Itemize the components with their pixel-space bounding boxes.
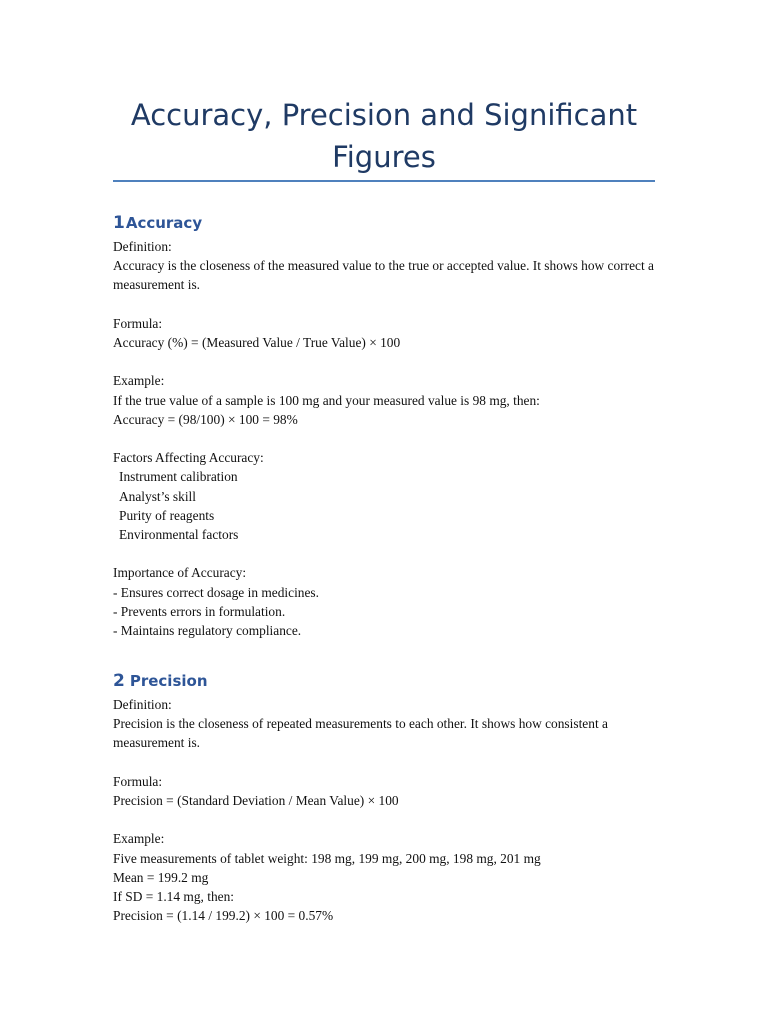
importance-label: Importance of Accuracy: [113,565,247,581]
definition-label: Definition: [113,697,172,712]
formula-text: Precision = (Standard Deviation / Mean Value) × 100 [113,793,399,808]
example-line: Mean = 199.2 mg [113,869,209,885]
document-title [113,94,655,178]
example-line: Accuracy = (98/100) × 100 = 98% [113,411,298,427]
section-title: Precision [129,672,208,690]
section-number: 1 [113,213,125,233]
factor-item: Analyst’s skill [119,488,197,504]
factor-item: Instrument calibration [119,469,238,485]
document-title-line-2: Figures [332,140,436,174]
blank-line [113,352,655,371]
document-title-line-1: Accuracy, Precision and Significant [130,98,638,132]
example-label: Example: [113,831,165,847]
section-precision [113,670,655,925]
example-line: Five measurements of tablet weight: 198 mg, 199 mg, 200 mg, 198 mg, 201 mg [113,850,541,866]
formula-label: Formula: [113,773,163,789]
section-heading-accuracy [113,212,655,234]
factors-label: Factors Affecting Accuracy: [113,450,264,466]
example-line: If the true value of a sample is 100 mg and your measured value is 98 mg, then: [113,392,540,408]
importance-item: - Prevents errors in formulation. [113,603,286,619]
section-accuracy [113,212,655,640]
blank-line [113,429,655,448]
formula-label: Formula: [113,315,163,331]
importance-item: - Maintains regulatory compliance. [113,623,302,638]
blank-line [113,295,655,314]
factor-item: Purity of reagents [119,507,215,523]
blank-line [113,810,655,829]
section-number: 2 [113,671,125,691]
section-title: Accuracy [125,214,203,232]
formula-text: Accuracy (%) = (Measured Value / True Value) × 100 [113,335,401,350]
title-underline [113,180,655,182]
importance-item: - Ensures correct dosage in medicines. [113,584,319,600]
blank-line [113,753,655,772]
example-line: If SD = 1.14 mg, then: [113,889,234,904]
example-line: Precision = (1.14 / 199.2) × 100 = 0.57% [113,908,334,924]
factor-item: Environmental factors [119,527,239,542]
section-body [113,237,655,640]
section-heading-precision [113,670,655,692]
definition-label: Definition: [113,239,172,254]
blank-line [113,544,655,563]
definition-text: Precision is the closeness of repeated measurements to each other. It shows how consistent a measurement is. [113,716,608,751]
example-label: Example: [113,373,165,389]
definition-text: Accuracy is the closeness of the measured value to the true or accepted value. It shows how correct a measurement is. [113,258,654,293]
section-body [113,695,655,925]
